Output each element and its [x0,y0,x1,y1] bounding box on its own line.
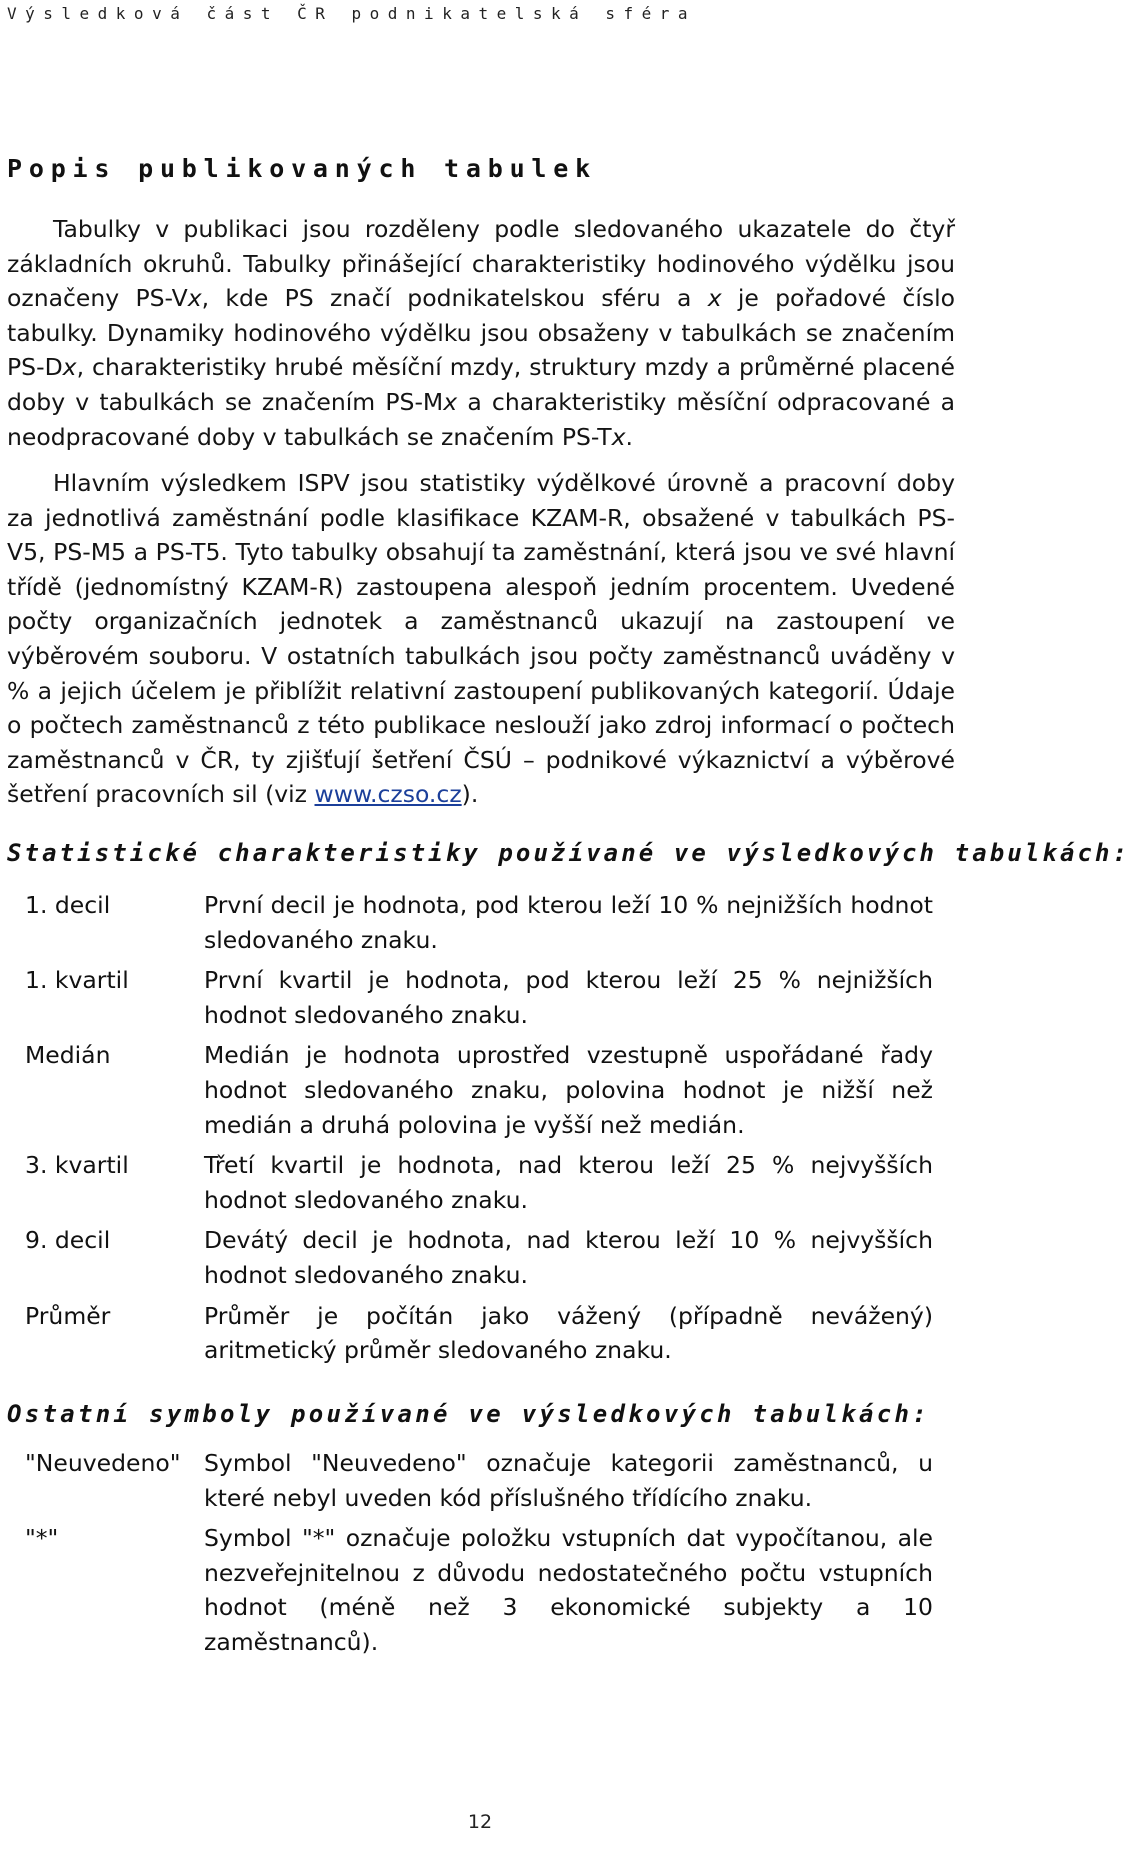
stat-term: Medián [25,1041,111,1070]
stat-definition: První kvartil je hodnota, pod kterou leží 25 % nejnižších hodnot sledovaného znaku. [204,966,933,1029]
stat-row [0,888,960,957]
stat-definition: Třetí kvartil je hodnota, nad kterou leží 25 % nejvyšších hodnot sledovaného znaku. [204,1151,933,1214]
stat-term: 9. decil [25,1226,111,1255]
stat-definition: Průměr je počítán jako vážený (případně nevážený) aritmetický průměr sledovaného znaku. [204,1301,933,1365]
stat-row [0,1223,960,1292]
stat-row [0,1299,960,1368]
italic-variable: x [611,422,626,451]
stat-definition: Devátý decil je hodnota, nad kterou leží 10 % nejvyšších hodnot sledovaného znaku. [204,1226,933,1289]
text-run: . [625,422,633,451]
czso-link[interactable]: www.czso.cz [314,780,462,809]
text-run: Tabulky v publikaci jsou rozděleny podle sledovaného ukazatele do čtyř základních okruhů. Tabulky přinášející charakteristiky hodinového výdělku jsou označeny PS-V [7,215,955,313]
stat-row [0,1038,960,1142]
text-run: , charakteristiky hrubé měsíční mzdy, struktury mzdy a průměrné placené doby v tabulkách se značením PS-M [7,353,955,416]
stat-row [0,1148,960,1217]
stat-row [0,963,960,1032]
paragraph-text-end: ). [461,780,479,809]
symbol-definition: Symbol "*" označuje položku vstupních dat vypočítanou, ale nezveřejnitelnou z důvodu nedostatečného počtu vstupních hodnot (méně než 3 ekonomické subjekty a 10 zaměstnanců). [204,1524,933,1656]
symbol-term: "Neuvedeno" [25,1449,181,1477]
stat-term: Průměr [25,1301,111,1330]
symbol-row [0,1521,960,1659]
page-number: 12 [467,1811,493,1833]
italic-variable: x [443,387,458,416]
stats-heading: Statistické charakteristiky používané ve výsledkových tabulkách: [7,839,1130,867]
paragraph-text: Hlavním výsledkem ISPV jsou statistiky výdělkové úrovně a pracovní doby za jednotlivá zaměstnání podle klasifikace KZAM-R, obsažené v tabulkách PS-V5, PS-M5 a PS-T5. Tyto tabulky obsahují ta zaměstnání, která jsou ve své hlavní třídě (jednomístný KZAM-R) zastoupena alespoň jedním procentem. Uvedené počty organizačních jednotek a zaměstnanců ukazují na zastoupení ve výběrovém souboru. V ostatních tabulkách jsou počty zaměstnanců uváděny v % a jejich účelem je přiblížit relativní zastoupení publikovaných kategorií. Údaje o počtech zaměstnanců z této publikace neslouží jako zdroj informací o počtech zaměstnanců v ČR, ty zjišťují šetření ČSÚ – podnikové výkaznictví a výběrové šetření pracovních sil (viz [7,469,955,809]
symbols-heading: Ostatní symboly používané ve výsledkových tabulkách: [7,1400,930,1428]
text-run: , kde PS značí podnikatelskou sféru a [201,284,708,313]
running-header: Výsledková část ČR podnikatelská sféra [7,4,697,23]
stat-definition: První decil je hodnota, pod kterou leží 10 % nejnižších hodnot sledovaného znaku. [204,891,933,954]
italic-variable: x [187,284,202,313]
symbol-row [0,1446,960,1515]
text-run: je pořadové číslo tabulky. Dynamiky hodinového výdělku jsou obsaženy v tabulkách se značením PS-D [7,284,955,382]
text-run: a charakteristiky měsíční odpracované a neodpracované doby v tabulkách se značením PS-T [7,387,955,451]
paragraph-table-description [7,212,955,454]
italic-variable: x [62,353,77,382]
symbol-term: "*" [25,1524,59,1553]
section-title: Popis publikovaných tabulek [7,154,597,183]
stat-term: 3. kvartil [25,1151,129,1180]
symbols-definition-list [0,1446,960,1666]
stat-definition: Medián je hodnota uprostřed vzestupně uspořádané řady hodnot sledovaného znaku, polovina hodnot je nižší než medián a druhá polovina je vyšší než medián. [204,1041,933,1139]
italic-variable: x [707,284,722,313]
symbol-definition: Symbol "Neuvedeno" označuje kategorii zaměstnanců, u které nebyl uveden kód příslušného třídícího znaku. [204,1449,933,1512]
paragraph-main-results [7,466,955,812]
stat-term: 1. decil [25,891,111,919]
stat-term: 1. kvartil [25,966,129,995]
stats-definition-list [0,888,960,1374]
paragraph-runs [7,215,955,451]
